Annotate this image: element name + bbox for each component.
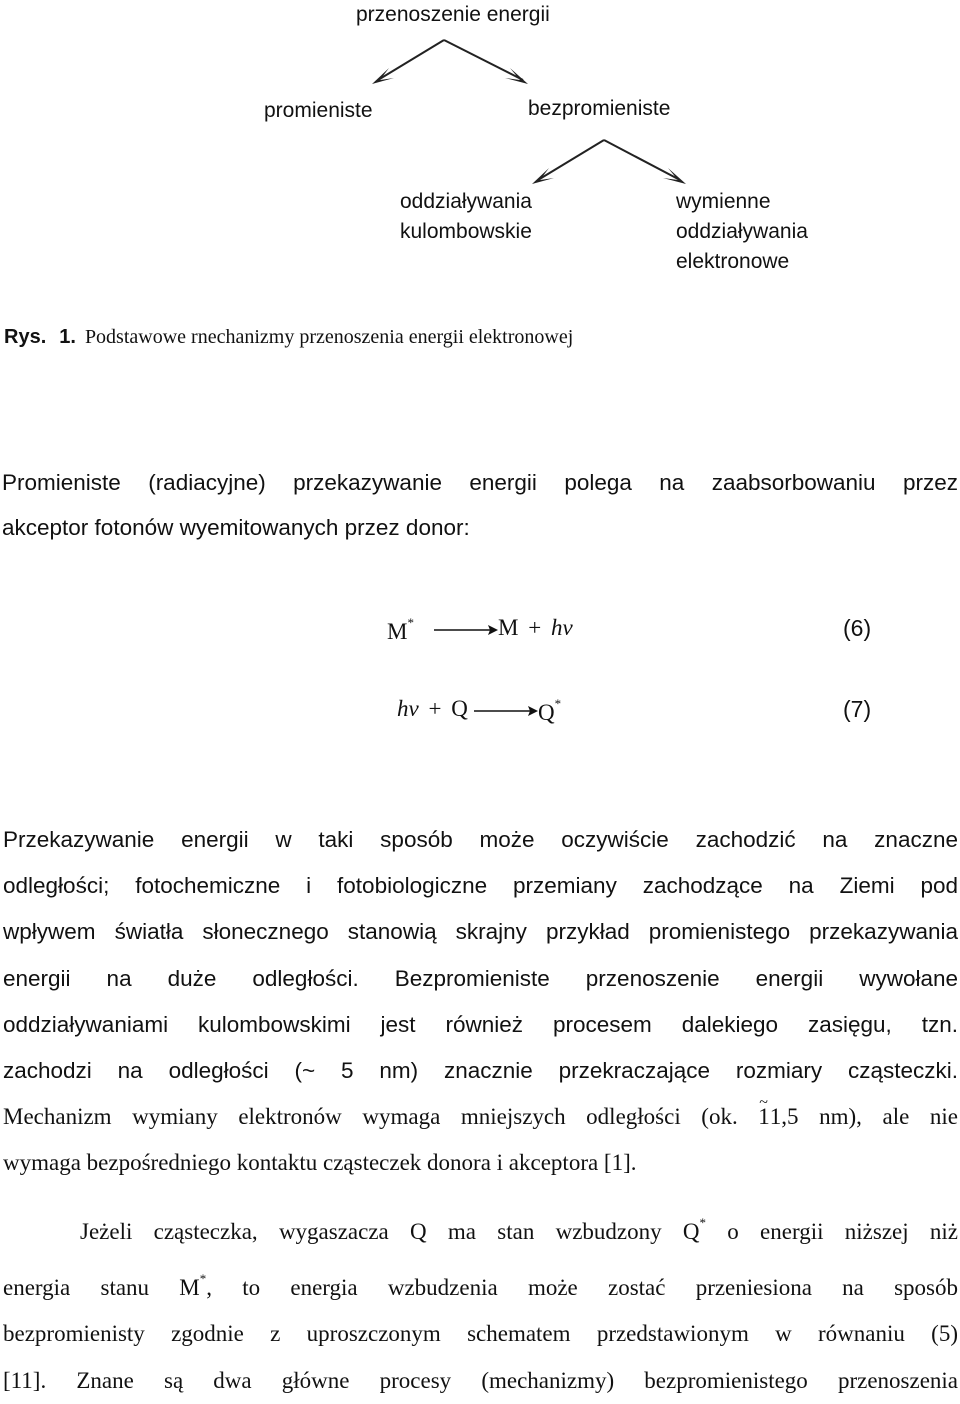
para1-line-8: wymaga bezpośredniego kontaktu cząsteczek donora i akceptora [1]. <box>3 1140 958 1186</box>
eq6-rhs: M + hv <box>498 615 573 641</box>
eq7-lhs: hv + Q <box>397 696 468 722</box>
arrowhead-3 <box>532 168 554 184</box>
para1-line: Przekazywanie energii w taki sposób może oczywiście zachodzić na znaczne <box>3 817 958 863</box>
arrow-root-right <box>444 40 523 80</box>
para2-line-3: bezpromienisty zgodnie z uproszczonym schematem przedstawionym w równaniu (5) <box>3 1311 958 1358</box>
para1-line: wpływem światła słonecznego stanowią skrajny przykład promienistego przekazywania <box>3 909 958 955</box>
diagram-node-exchange-line1: wymienne <box>676 187 808 217</box>
figure-caption <box>4 326 573 349</box>
para1-line-7: Mechanizm wymiany elektronów wymaga mniejszych odległości (ok. ~ 11,5 nm), ale nie <box>3 1094 958 1140</box>
arrow-root-left <box>378 40 444 80</box>
eq6-arrow <box>432 620 500 640</box>
eq7-arrow <box>472 701 540 721</box>
approx-mark: ~ 1 <box>758 1094 770 1140</box>
diagram-node-exchange-line3: elektronowe <box>676 247 808 277</box>
para2-line-2: energia stanu M*, to energia wzbudzenia może zostać przeniesiona na sposób <box>3 1256 958 1312</box>
eq7-rhs: Q* <box>538 696 561 726</box>
para2-line-1: Jeżeli cząsteczka, wygaszacza Q ma stan wzbudzony Q* o energii niższej niż <box>3 1200 958 1256</box>
diagram-node-radiative: promieniste <box>264 96 373 126</box>
paragraph-2 <box>3 1200 958 1404</box>
diagram-root: przenoszenie energii <box>356 0 550 30</box>
para1-line: oddziaływaniami kulombowskimi jest również procesem dalekiego zasięgu, tzn. <box>3 1002 958 1048</box>
para1-line: odległości; fotochemiczne i fotobiologiczne przemiany zachodzące na Ziemi pod <box>3 863 958 909</box>
paragraph-1 <box>3 817 958 1094</box>
diagram-node-coulomb <box>400 187 532 247</box>
para2-line-4: [11]. Znane są dwa główne procesy (mechanizmy) bezpromienistego przenoszenia <box>3 1358 958 1404</box>
eq6-lhs: M* <box>387 615 414 645</box>
arrowhead-1 <box>372 68 394 84</box>
arrow-right-right <box>604 140 680 180</box>
diagram-arrows <box>0 0 960 300</box>
caption-label: Rys. <box>4 326 46 348</box>
diagram-node-nonradiative: bezpromieniste <box>528 94 670 124</box>
intro-paragraph <box>2 460 958 550</box>
caption-text: Podstawowe rnechanizmy przenoszenia energii elektronowej <box>85 326 573 348</box>
intro-line-1: Promieniste (radiacyjne) przekazywanie energii polega na zaabsorbowaniu przez <box>2 460 958 505</box>
diagram-node-coulomb-line2: kulombowskie <box>400 217 532 247</box>
diagram-node-exchange-line2: oddziaływania <box>676 217 808 247</box>
intro-line-2: akceptor fotonów wyemitowanych przez donor: <box>2 505 958 550</box>
para1-line: energii na duże odległości. Bezpromieniste przenoszenie energii wywołane <box>3 956 958 1002</box>
diagram-node-exchange <box>676 187 808 277</box>
eq7-number: (7) <box>843 696 871 723</box>
eq6-number: (6) <box>843 615 871 642</box>
diagram-node-coulomb-line1: oddziaływania <box>400 187 532 217</box>
para1-line: zachodzi na odległości (~ 5 nm) znacznie przekraczające rozmiary cząsteczki. <box>3 1048 958 1094</box>
paragraph-1-tail <box>3 1094 958 1186</box>
arrow-right-left <box>538 140 604 180</box>
caption-number: 1. <box>59 326 76 348</box>
